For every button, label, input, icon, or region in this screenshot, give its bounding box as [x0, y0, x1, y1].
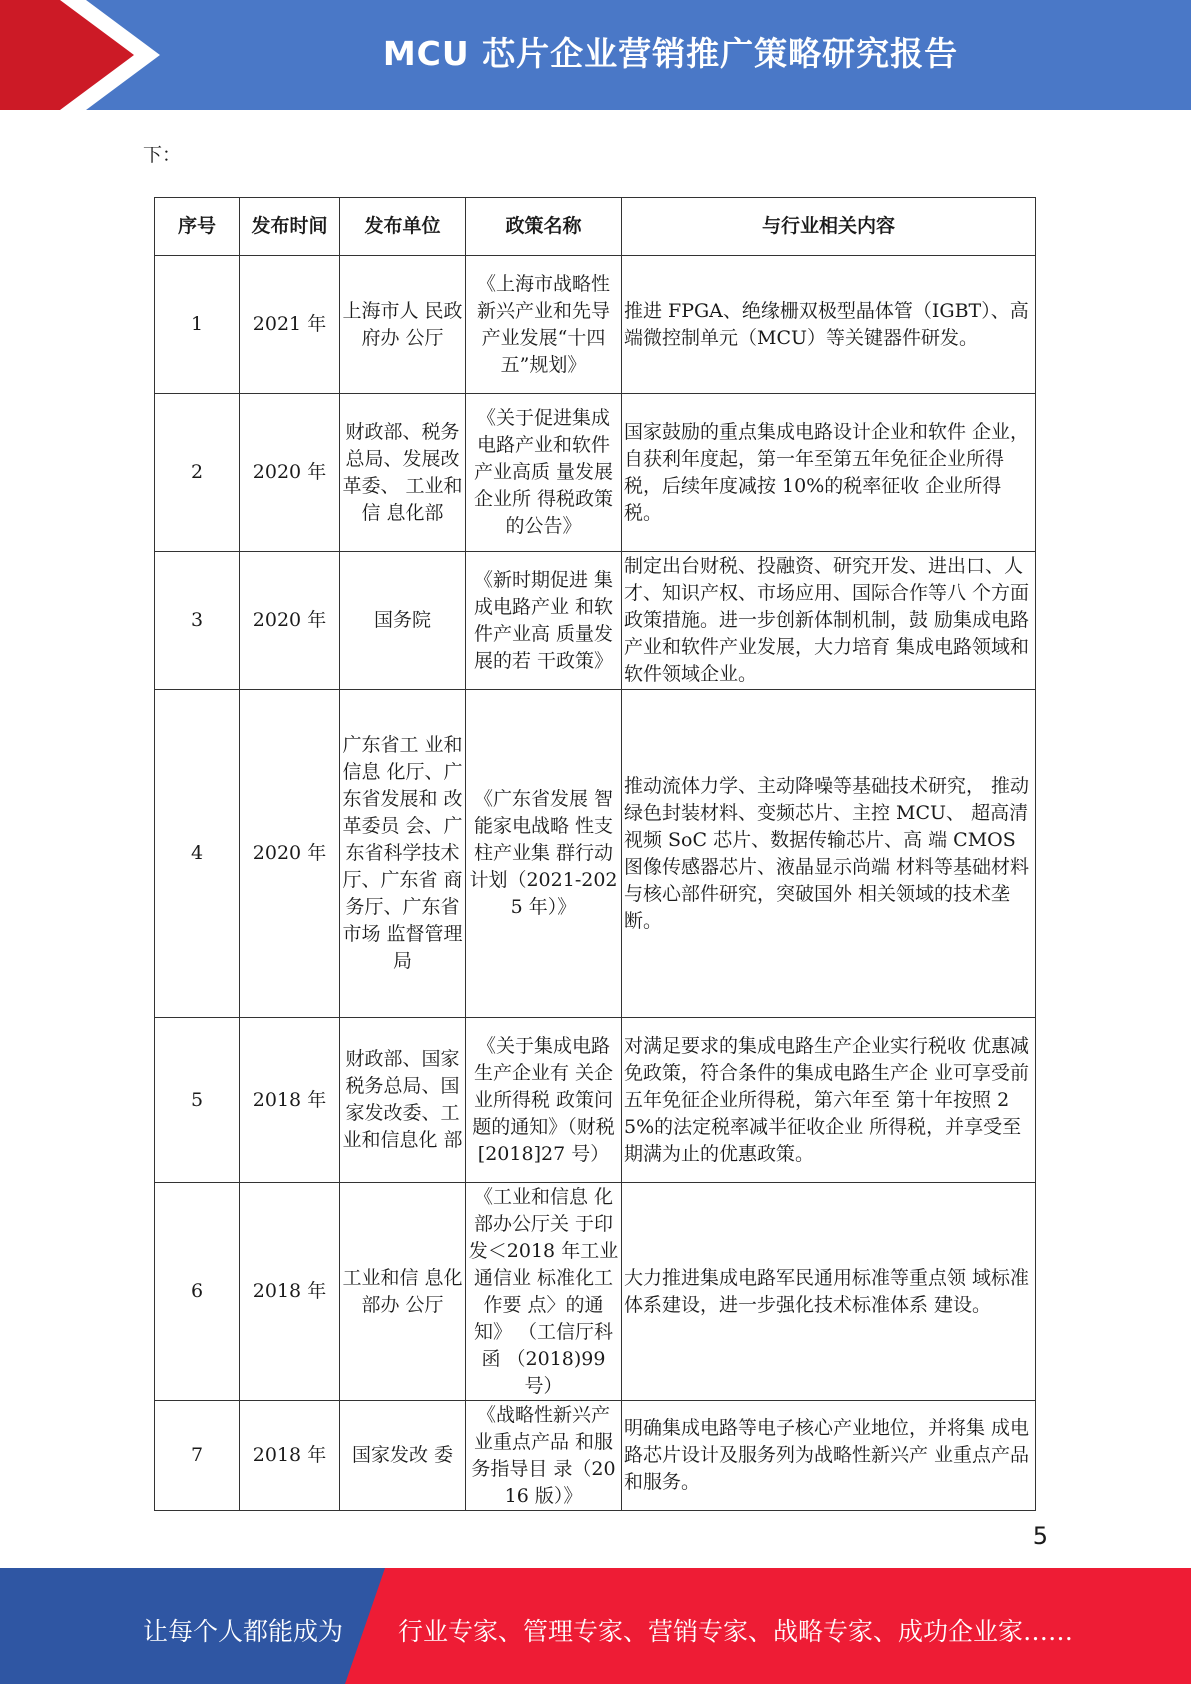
- cell-content: 国家鼓励的重点集成电路设计企业和软件 企业，自获利年度起，第一年至第五年免征企业所得税，后续年度减按 10%的税率征收 企业所得税。: [622, 394, 1036, 552]
- cell-unit: 国务院: [340, 552, 466, 690]
- cell-policy-name: 《工业和信息 化部办公厅关 于印发＜2018 年工业通信业 标准化工作要 点〉的通知》 （工信厅科函 （2018)99 号）: [466, 1183, 622, 1401]
- cell-seq: 4: [155, 690, 240, 1018]
- cell-policy-name: 《新时期促进 集成电路产业 和软件产业高 质量发展的若 干政策》: [466, 552, 622, 690]
- policy-table: [154, 197, 1036, 1511]
- table-header-row: [155, 198, 1036, 256]
- table-row: [155, 690, 1036, 1018]
- cell-year: 2018 年: [240, 1401, 340, 1511]
- table-row: [155, 552, 1036, 690]
- cell-seq: 5: [155, 1018, 240, 1183]
- cell-policy-name: 《战略性新兴产业重点产品 和服务指导目 录（2016 版）》: [466, 1401, 622, 1511]
- header-year: 发布时间: [240, 198, 340, 256]
- cell-seq: 2: [155, 394, 240, 552]
- cell-year: 2018 年: [240, 1183, 340, 1401]
- cell-year: 2021 年: [240, 256, 340, 394]
- cell-year: 2018 年: [240, 1018, 340, 1183]
- footer-slogan-right: 行业专家、管理专家、营销专家、战略专家、成功企业家……: [398, 1617, 1074, 1646]
- cell-content: 对满足要求的集成电路生产企业实行税收 优惠减免政策，符合条件的集成电路生产企 业可享受前五年免征企业所得税，第六年至 第十年按照 25%的法定税率减半征收企业 所得税，并享受至期满为止的优惠政策。: [622, 1018, 1036, 1183]
- header-red-arrow: [0, 0, 150, 110]
- table-row: [155, 394, 1036, 552]
- cell-year: 2020 年: [240, 690, 340, 1018]
- cell-content: 大力推进集成电路军民通用标准等重点领 域标准体系建设，进一步强化技术标准体系 建设。: [622, 1183, 1036, 1401]
- table-row: [155, 1018, 1036, 1183]
- cell-content: 推进 FPGA、绝缘栅双极型晶体管（IGBT）、高端微控制单元（MCU）等关键器件研发。: [622, 256, 1036, 394]
- cell-policy-name: 《关于集成电路生产企业有 关企业所得税 政策问题的通知》（财税[2018]27 号）: [466, 1018, 622, 1183]
- cell-content: 推动流体力学、主动降噪等基础技术研究， 推动绿色封装材料、变频芯片、主控 MCU、 超高清视频 SoC 芯片、数据传输芯片、高 端 CMOS 图像传感器芯片、液晶显示尚端 材料等基础材料与核心部件研究，突破国外 相关领域的技术垄断。: [622, 690, 1036, 1018]
- table-row: [155, 1401, 1036, 1511]
- footer-slogan-left: 让每个人都能成为: [143, 1617, 344, 1646]
- header-seq: 序号: [155, 198, 240, 256]
- cell-year: 2020 年: [240, 552, 340, 690]
- cell-seq: 7: [155, 1401, 240, 1511]
- cell-content: 明确集成电路等电子核心产业地位，并将集 成电路芯片设计及服务列为战略性新兴产 业重点产品和服务。: [622, 1401, 1036, 1511]
- header-content: 与行业相关内容: [622, 198, 1036, 256]
- cell-seq: 3: [155, 552, 240, 690]
- cell-unit: 广东省工 业和信息 化厅、广东省发展和 改革委员 会、广东省科学技术 厅、广东省 商务厅、广东省市场 监督管理 局: [340, 690, 466, 1018]
- cell-year: 2020 年: [240, 394, 340, 552]
- page-header-banner: [0, 0, 1191, 110]
- report-title: MCU 芯片企业营销推广策略研究报告: [382, 34, 959, 73]
- table-row: [155, 1183, 1036, 1401]
- cell-policy-name: 《广东省发展 智能家电战略 性支柱产业集 群行动计划（2021-2025 年）》: [466, 690, 622, 1018]
- table-row: [155, 256, 1036, 394]
- cell-seq: 1: [155, 256, 240, 394]
- cell-unit: 财政部、国家税务总局、国家发改委、工业和信息化 部: [340, 1018, 466, 1183]
- cell-content: 制定出台财税、投融资、研究开发、进出口、人才、知识产权、市场应用、国际合作等八 个方面政策措施。进一步创新体制机制，鼓 励集成电路产业和软件产业发展，大力培育 集成电路领域和软件领域企业。: [622, 552, 1036, 690]
- page-number: 5: [1032, 1522, 1048, 1550]
- cell-policy-name: 《关于促进集成电路产业和软件产业高质 量发展企业所 得税政策的公告》: [466, 394, 622, 552]
- header-unit: 发布单位: [340, 198, 466, 256]
- cell-unit: 上海市人 民政府办 公厅: [340, 256, 466, 394]
- cell-unit: 国家发改 委: [340, 1401, 466, 1511]
- header-policy-name: 政策名称: [466, 198, 622, 256]
- cell-policy-name: 《上海市战略性新兴产业和先导产业发展“十四五”规划》: [466, 256, 622, 394]
- intro-text: 下：: [143, 144, 182, 166]
- cell-unit: 工业和信 息化部办 公厅: [340, 1183, 466, 1401]
- cell-seq: 6: [155, 1183, 240, 1401]
- cell-unit: 财政部、税务总局、发展改革委、 工业和信 息化部: [340, 394, 466, 552]
- page-footer-banner: [0, 1568, 1191, 1684]
